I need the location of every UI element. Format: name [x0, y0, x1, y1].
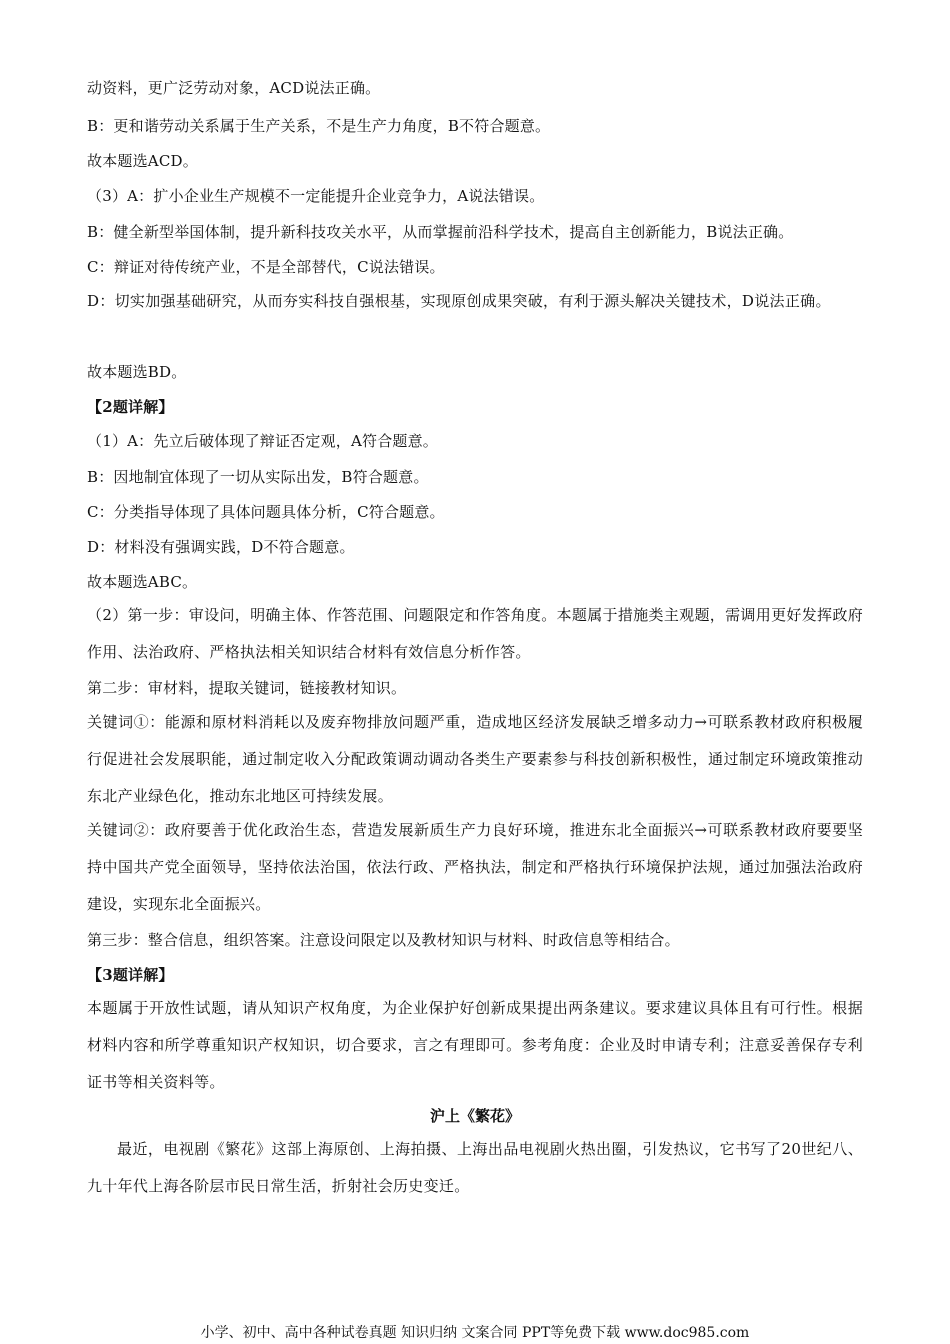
text-line: B：因地制宜体现了一切从实际出发，B符合题意。 [87, 468, 429, 486]
page-title: 沪上《繁花》 [429, 1107, 520, 1125]
section-heading: 【3题详解】 [87, 966, 174, 984]
text-line: 故本题选ABC。 [87, 573, 198, 591]
text-paragraph: （2）第一步：审设问，明确主体、作答范围、问题限定和作答角度。本题属于措施类主观题，需调用更好发挥政府作用、法治政府、严格执法相关知识结合材料有效信息分析作答。 [87, 606, 863, 661]
text-line: C：辩证对待传统产业，不是全部替代，C说法错误。 [87, 258, 445, 276]
text-line: 故本题选BD。 [87, 363, 187, 381]
text-line: 第三步：整合信息，组织答案。注意设问限定以及教材知识与材料、时政信息等相结合。 [87, 931, 680, 949]
text-line: 第二步：审材料，提取关键词，链接教材知识。 [87, 679, 407, 697]
text-paragraph: 本题属于开放性试题，请从知识产权角度，为企业保护好创新成果提出两条建议。要求建议具体且有可行性。根据材料内容和所学尊重知识产权知识，切合要求，言之有理即可。参考角度：企业及时申请专利；注意妥善保存专利证书等相关资料等。 [87, 999, 863, 1091]
text-line: （3）A：扩小企业生产规模不一定能提升企业竞争力，A说法错误。 [87, 187, 545, 205]
text-line: D：材料没有强调实践，D不符合题意。 [87, 538, 355, 556]
text-paragraph: 关键词②：政府要善于优化政治生态，营造发展新质生产力良好环境，推进东北全面振兴→可联系教材政府要要坚持中国共产党全面领导，坚持依法治国，依法行政、严格执法，制定和严格执行环境保护法规，通过加强法治政府建设，实现东北全面振兴。 [87, 821, 863, 913]
text-line: （1）A：先立后破体现了辩证否定观，A符合题意。 [87, 432, 439, 450]
intro-paragraph: 最近，电视剧《繁花》这部上海原创、上海拍摄、上海出品电视剧火热出圈，引发热议，它书写了20世纪八、九十年代上海各阶层市民日常生活，折射社会历史变迁。 [87, 1140, 863, 1195]
section-heading: 【2题详解】 [87, 398, 174, 416]
text-line: B：更和谐劳动关系属于生产关系，不是生产力角度，B不符合题意。 [87, 117, 551, 135]
text-paragraph: D：切实加强基础研究，从而夯实科技自强根基，实现原创成果突破，有利于源头解决关键技术，D说法正确。 [87, 292, 831, 310]
text-line: B：健全新型举国体制，提升新科技攻关水平，从而掌握前沿科学技术，提高自主创新能力，B说法正确。 [87, 223, 794, 241]
text-line: 动资料，更广泛劳动对象，ACD说法正确。 [87, 79, 381, 97]
footer-text: 小学、初中、高中各种试卷真题 知识归纳 文案合同 PPT等免费下载 www.doc985.com [200, 1325, 750, 1341]
text-line: 故本题选ACD。 [87, 152, 198, 170]
text-line: C：分类指导体现了具体问题具体分析，C符合题意。 [87, 503, 445, 521]
text-paragraph: 关键词①：能源和原材料消耗以及废弃物排放问题严重，造成地区经济发展缺乏增多动力→可联系教材政府积极履行促进社会发展职能，通过制定收入分配政策调动调动各类生产要素参与科技创新积极性，通过制定环境政策推动东北产业绿色化，推动东北地区可持续发展。 [87, 713, 863, 805]
